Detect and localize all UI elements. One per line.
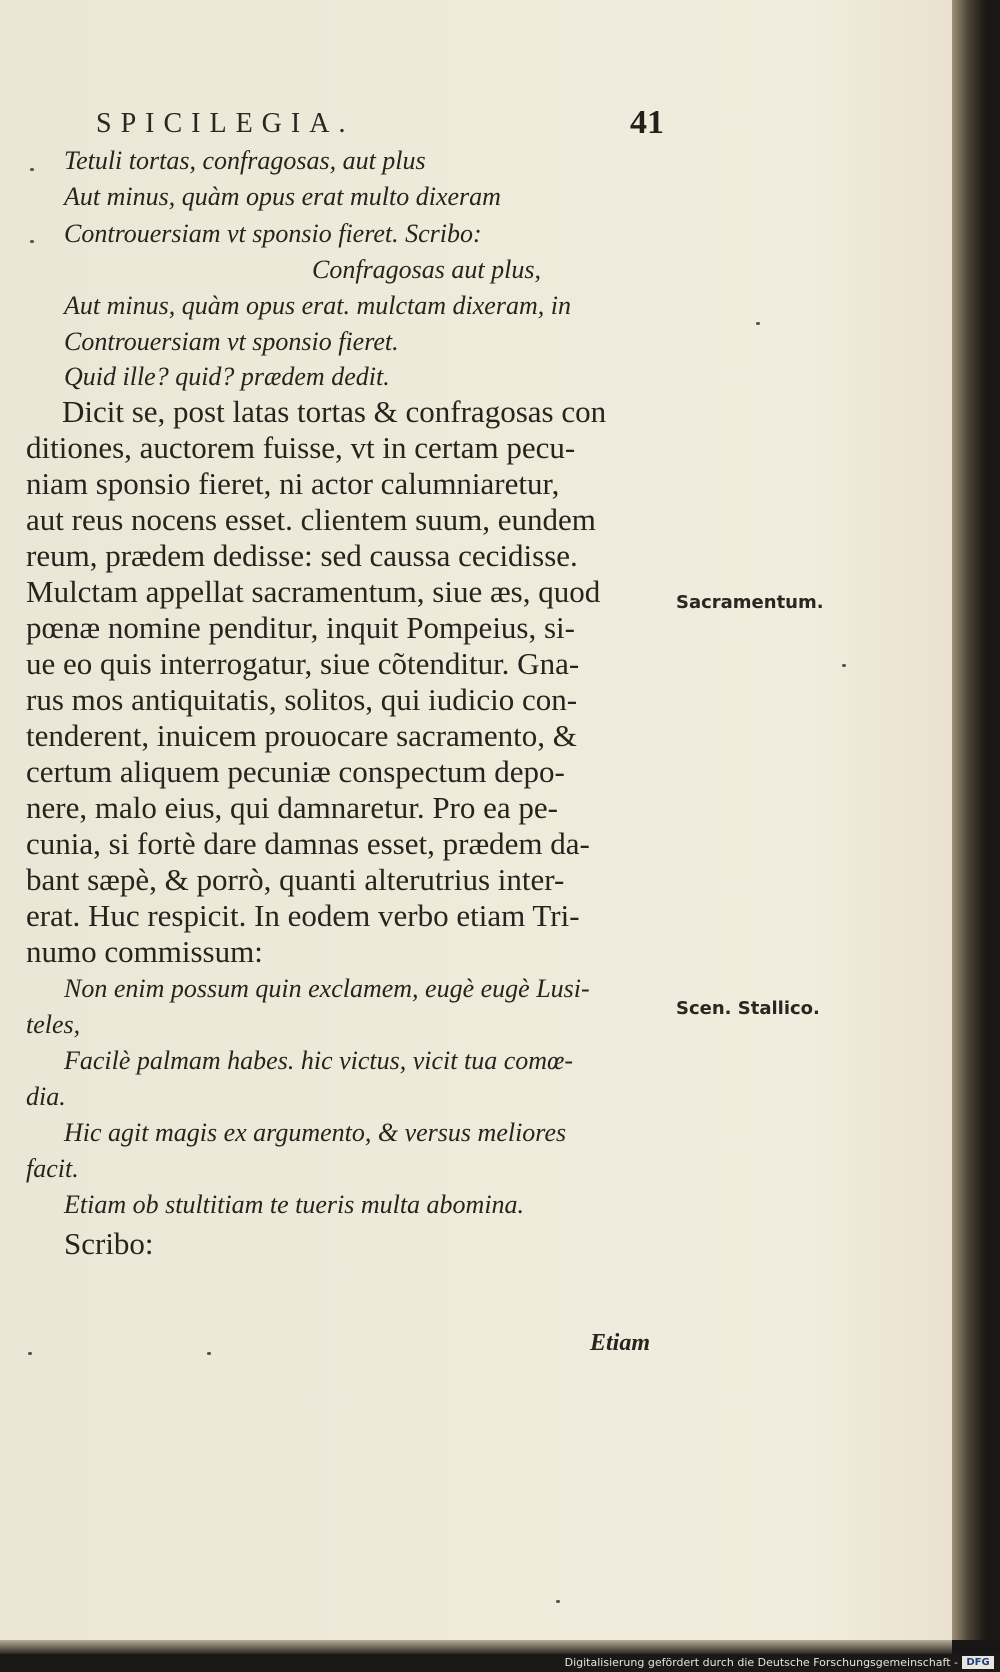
text-line: Non enim possum quin exclamem, eugè eugè Lusi- [64,974,590,1003]
paper-speck [30,240,34,243]
paper-speck [842,664,846,667]
text-line: pœnæ nomine penditur, inquit Pompeius, si- [26,610,575,645]
text-line: teles, [26,1010,81,1039]
margin-note-scena: Scen. Stallico. [676,998,820,1019]
paper-speck [28,1352,32,1355]
text-line: ditiones, auctorem fuisse, vt in certam pecu- [26,430,576,465]
text-line: Tetuli tortas, confragosas, aut plus [64,146,426,175]
text-line: nere, malo eius, qui damnaretur. Pro ea pe- [26,790,558,825]
text-line: Mulctam appellat sacramentum, siue æs, quod [26,574,601,609]
text-line: Aut minus, quàm opus erat multo dixeram [64,182,501,211]
text-line: Quid ille? quid? prædem dedit. [64,362,390,391]
page-number: 41 [630,104,664,141]
margin-note-sacramentum: Sacramentum. [676,592,824,613]
text-line: numo commissum: [26,934,263,969]
text-line: Hic agit magis ex argumento, & versus meliores [64,1118,567,1147]
dfg-logo: DFG [962,1656,994,1669]
text-line: bant sæpè, & porrò, quanti alterutrius inter- [26,862,565,897]
text-line: rus mos antiquitatis, solitos, qui iudicio con- [26,682,578,717]
text-line: facit. [26,1154,79,1183]
text-line: certum aliquem pecuniæ conspectum depo- [26,754,565,789]
text-line: reum, prædem dedisse: sed caussa cecidisse. [26,538,578,573]
text-line: erat. Huc respicit. In eodem verbo etiam Tri- [26,898,580,933]
text-line: Aut minus, quàm opus erat. mulctam dixeram, in [64,291,571,320]
text-line: Confragosas aut plus, [312,255,541,284]
paper-speck [207,1352,211,1355]
text-line: cunia, si fortè dare damnas esset, prædem da- [26,826,590,861]
text-line: Scribo: [64,1226,154,1261]
footer-credit: Digitalisierung gefördert durch die Deutsche Forschungsgemeinschaft - [564,1656,958,1669]
text-line: Facilè palmam habes. hic victus, vicit tua comœ- [64,1046,574,1075]
text-line: Dicit se, post latas tortas & confragosas con [62,394,607,429]
running-head: SPICILEGIA. [96,108,355,139]
paper-speck [556,1600,560,1603]
text-line: tenderent, inuicem prouocare sacramento, & [26,718,577,753]
text-line: ue eo quis interrogatur, siue cõtenditur. Gna- [26,646,580,681]
text-line: dia. [26,1082,66,1111]
paper-speck [30,168,34,171]
paper-speck [756,322,760,325]
catchword: Etiam [590,1330,651,1356]
text-line: Controuersiam vt sponsio fieret. Scribo: [64,219,482,248]
page-bottom-edge [0,1640,952,1654]
text-line: Controuersiam vt sponsio fieret. [64,327,399,356]
text-line: aut reus nocens esset. clientem suum, eundem [26,502,596,537]
page-edge-shadow [952,0,1000,1640]
text-line: niam sponsio fieret, ni actor calumniaretur, [26,466,560,501]
text-line: Etiam ob stultitiam te tueris multa abomina. [64,1190,525,1219]
